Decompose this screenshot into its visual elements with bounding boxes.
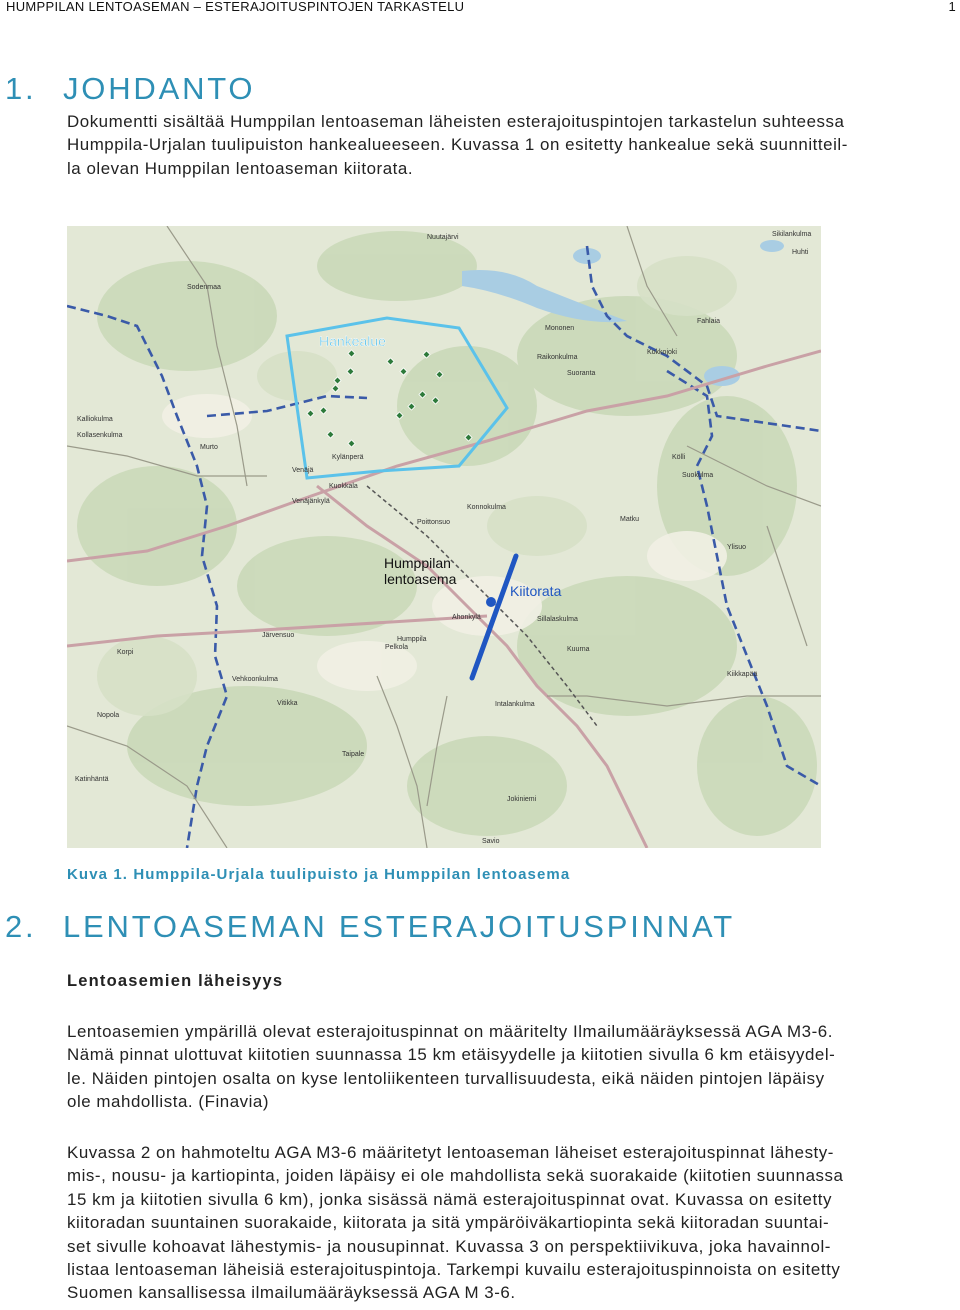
place-label: Mononen: [545, 325, 575, 332]
section-2-heading: [5, 909, 735, 945]
place-label: Nopola: [97, 712, 120, 719]
place-label: Kölli: [672, 454, 686, 461]
place-label: Murto: [200, 444, 218, 451]
place-label: Ylisuo: [727, 544, 747, 551]
map-canvas: [67, 226, 821, 848]
airport-label-line1: Humppilan: [384, 555, 451, 571]
text-line: la olevan Humppilan lentoaseman kiitorata.: [67, 158, 414, 178]
text-line: Nämä pinnat ulottuvat kiitotien suunnassa 15 km etäisyydelle ja kiitotien sivulla 6 km etäisyydel-: [67, 1045, 836, 1065]
place-label: Jokiniemi: [507, 796, 537, 803]
section-1-title: JOHDANTO: [63, 71, 256, 106]
place-label: Ahonkylä: [452, 614, 481, 621]
place-label: Vehkoonkulma: [232, 676, 278, 683]
text-line: Lentoasemien ympärillä olevat esterajoituspinnat on määritelty Ilmailumääräyksessä AGA M3-6.: [67, 1022, 833, 1041]
place-label: Fahlaia: [697, 318, 720, 325]
place-label: Kuokkala: [329, 483, 358, 490]
place-label: Huhti: [792, 249, 809, 256]
place-label: Taipale: [342, 751, 365, 758]
section-1-number: 1.: [5, 71, 37, 106]
place-label: Järvensuo: [262, 632, 295, 639]
page-header: [6, 0, 956, 17]
section-2-number: 2.: [5, 909, 37, 944]
airport-label-line2: lentoasema: [384, 571, 457, 587]
text-line: mis-, nousu- ja kartiopinta, joiden läpäisy ei ole mahdollista sekä suorakaide (kiitotien suunnassa: [67, 1166, 844, 1186]
place-label: Vitikka: [277, 700, 298, 707]
place-label: Pelkola: [385, 644, 408, 651]
text-line: Humppila-Urjalan tuulipuiston hankealueeseen. Kuvassa 1 on esitetty hankealue sekä suunnitteil-: [67, 135, 848, 155]
runway-label: Kiitorata: [510, 583, 562, 599]
subheading: Lentoasemien läheisyys: [67, 972, 284, 990]
page-number: 1: [948, 0, 956, 14]
place-label: Savio: [482, 838, 500, 845]
paragraph-1: [67, 1020, 960, 1114]
map-figure: [67, 226, 821, 848]
section-2-title: LENTOASEMAN ESTERAJOITUSPINNAT: [63, 909, 735, 944]
place-label: Konnokulma: [467, 504, 506, 511]
place-label: Poittonsuo: [417, 519, 451, 526]
intro-paragraph: [67, 110, 960, 180]
paragraph-2: [67, 1141, 960, 1305]
place-label: Venäjänkylä: [292, 498, 330, 505]
hankealue-label: Hankealue: [319, 333, 386, 349]
place-label: Suoranta: [567, 370, 596, 377]
text-line: Kuvassa 2 on hahmoteltu AGA M3-6 määritetyt lentoaseman läheiset esterajoituspinnat lähesty-: [67, 1143, 834, 1162]
place-label: Sikilankulma: [772, 231, 812, 238]
place-label: Kalliokulma: [77, 416, 113, 423]
place-label: Kuurna: [567, 646, 590, 653]
place-label: Korpi: [117, 649, 134, 656]
text-line: ole mahdollista. (Finavia): [67, 1092, 270, 1112]
place-label: Kollasenkulma: [77, 432, 123, 439]
place-label: Katinhäntä: [75, 776, 109, 783]
place-label: Intalankulma: [495, 701, 535, 708]
header-title: HUMPPILAN LENTOASEMAN – ESTERAJOITUSPINTOJEN TARKASTELU: [6, 0, 465, 14]
place-label: Nuutajärvi: [427, 234, 459, 241]
place-label: Sodenmaa: [187, 284, 221, 291]
place-label: Kokkojoki: [647, 349, 677, 356]
place-label: Venäjä: [292, 467, 314, 474]
place-label: Kiikkapää: [727, 671, 758, 678]
figure-caption: Kuva 1. Humppila-Urjala tuulipuisto ja Humppilan lentoasema: [67, 866, 571, 883]
place-label: Raikonkulma: [537, 354, 578, 361]
place-label: Matku: [620, 516, 640, 523]
place-label: Humppila: [397, 636, 427, 643]
text-line: Dokumentti sisältää Humppilan lentoaseman läheisten esterajoituspintojen tarkastelun suhteessa: [67, 112, 845, 131]
text-line: Suomen kansallisessa ilmailumääräyksessä AGA M 3-6.: [67, 1283, 516, 1303]
place-label: Sillalaskulma: [537, 616, 578, 623]
text-line: set sivulle kohoavat lähestymis- ja nousupinnat. Kuvassa 3 on perspektiivikuva, joka havainnol-: [67, 1236, 831, 1256]
place-label: Suokulma: [682, 472, 714, 479]
text-line: le. Näiden pintojen osalta on kyse lentoliikenteen turvallisuudesta, eikä näiden pintojen läpäisy: [67, 1068, 825, 1088]
text-line: 15 km ja kiitotien sivulla 6 km), jonka sisässä nämä esterajoituspinnat ovat. Kuvassa on esitetty: [67, 1189, 832, 1209]
place-label: Kylänperä: [332, 454, 364, 461]
text-line: listaa lentoaseman läheisiä esterajoituspintoja. Tarkempi kuvailu esterajoituspinnoista on esitetty: [67, 1260, 841, 1280]
text-line: kiitoradan suuntainen suorakaide, kiitorata ja sitä ympäröiväkartiopinta sekä kiitoradan suuntai-: [67, 1213, 830, 1233]
section-1-heading: [5, 71, 255, 107]
